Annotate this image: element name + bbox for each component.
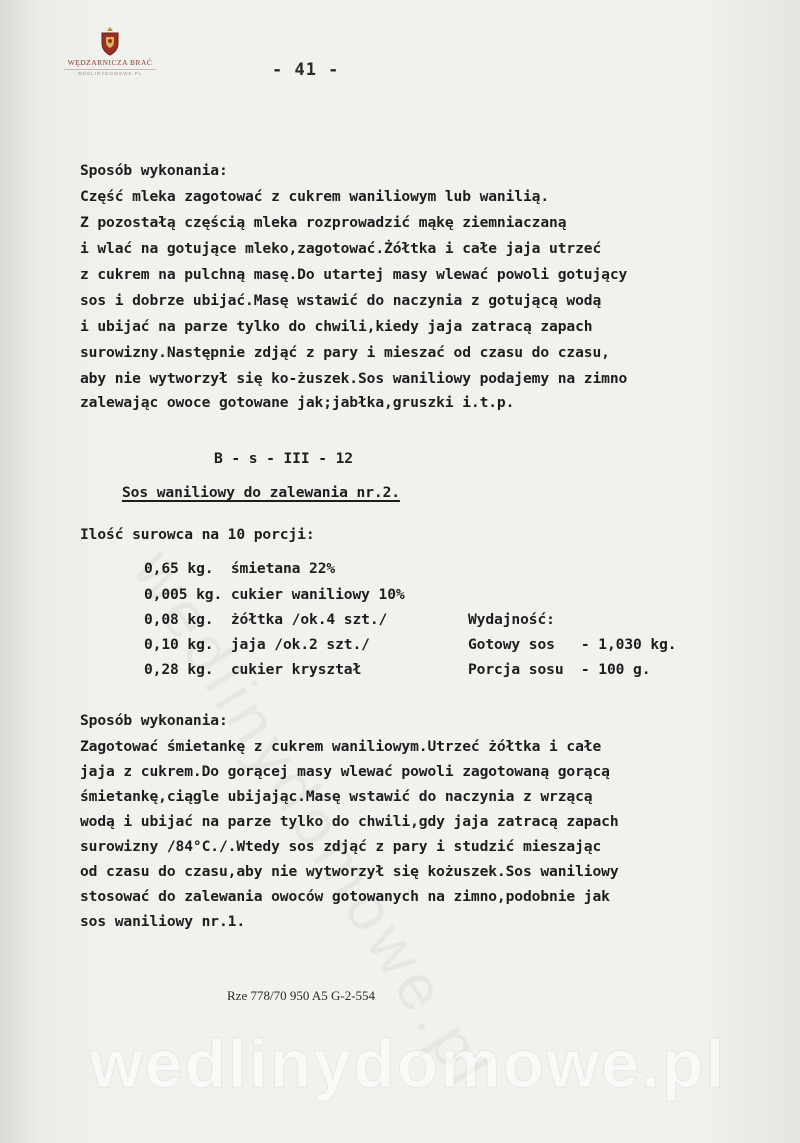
section2-heading: Sposób wykonania:	[80, 712, 228, 729]
yield-row: Porcja sosu - 100 g.	[468, 661, 651, 678]
section1-line: aby nie wytworzył się ko-żuszek.Sos waniliowy podajemy na zimno	[80, 370, 628, 387]
section2-line: surowizny /84°C./.Wtedy sos zdjąć z pary i studzić mieszając	[80, 838, 602, 855]
section2-line: stosować do zalewania owoców gotowanych na zimno,podobnie jak	[80, 888, 610, 905]
crest-icon	[98, 26, 122, 56]
recipe-title: Sos waniliowy do zalewania nr.2.	[122, 484, 400, 501]
section1-line: i ubijać na parze tylko do chwili,kiedy jaja zatracą zapach	[80, 318, 593, 335]
section2-line: od czasu do czasu,aby nie wytworzył się kożuszek.Sos waniliowy	[80, 863, 619, 880]
section1-line: Część mleka zagotować z cukrem waniliowym lub wanilią.	[80, 188, 550, 205]
yield-row: Gotowy sos - 1,030 kg.	[468, 636, 677, 653]
page-number: - 41 -	[272, 60, 340, 80]
logo-subtitle: WEDLINYDOMOWE.PL	[77, 71, 143, 76]
watermark-bottom: wedlinydomowe.pl	[89, 1026, 727, 1102]
print-code-footer: Rze 778/70 950 A5 G-2-554	[227, 988, 376, 1003]
section2-line: wodą i ubijać na parze tylko do chwili,gdy jaja zatracą zapach	[80, 813, 619, 830]
ingredient-row: 0,65 kg. śmietana 22%	[144, 560, 336, 577]
yield-heading: Wydajność:	[468, 611, 555, 628]
recipe-code: B - s - III - 12	[214, 450, 353, 467]
section1-line: Z pozostałą częścią mleka rozprowadzić mąkę ziemniaczaną	[80, 214, 567, 231]
section1-heading: Sposób wykonania:	[80, 162, 228, 179]
section1-line: i wlać na gotujące mleko,zagotować.Żółtka i całe jaja utrzeć	[80, 240, 602, 257]
logo-divider	[64, 69, 156, 70]
ingredient-row: 0,08 kg. żółtka /ok.4 szt./	[144, 611, 388, 628]
ingredient-row: 0,28 kg. cukier kryształ	[144, 661, 362, 678]
section2-line: jaja z cukrem.Do gorącej masy wlewać powoli zagotowaną gorącą	[80, 763, 610, 780]
section2-line: Zagotować śmietankę z cukrem waniliowym.Utrzeć żółtka i całe	[80, 738, 602, 755]
section2-line: sos waniliowy nr.1.	[80, 913, 246, 930]
section1-line: zalewając owoce gotowane jak;jabłka,gruszki i.t.p.	[80, 394, 515, 411]
section1-line: surowizny.Następnie zdjąć z pary i mieszać od czasu do czasu,	[80, 344, 610, 361]
logo	[58, 26, 162, 76]
ingredient-row: 0,10 kg. jaja /ok.2 szt./	[144, 636, 370, 653]
ingredient-row: 0,005 kg. cukier waniliowy 10%	[144, 586, 405, 603]
logo-brand-text: WĘDZARNICZA BRAĆ	[67, 58, 153, 67]
section1-line: sos i dobrze ubijać.Masę wstawić do naczynia z gotującą wodą	[80, 292, 602, 309]
portions-label: Ilość surowca na 10 porcji:	[80, 526, 315, 543]
section2-line: śmietankę,ciągle ubijając.Masę wstawić do naczynia z wrzącą	[80, 788, 593, 805]
section1-line: z cukrem na pulchną masę.Do utartej masy wlewać powoli gotujący	[80, 266, 628, 283]
